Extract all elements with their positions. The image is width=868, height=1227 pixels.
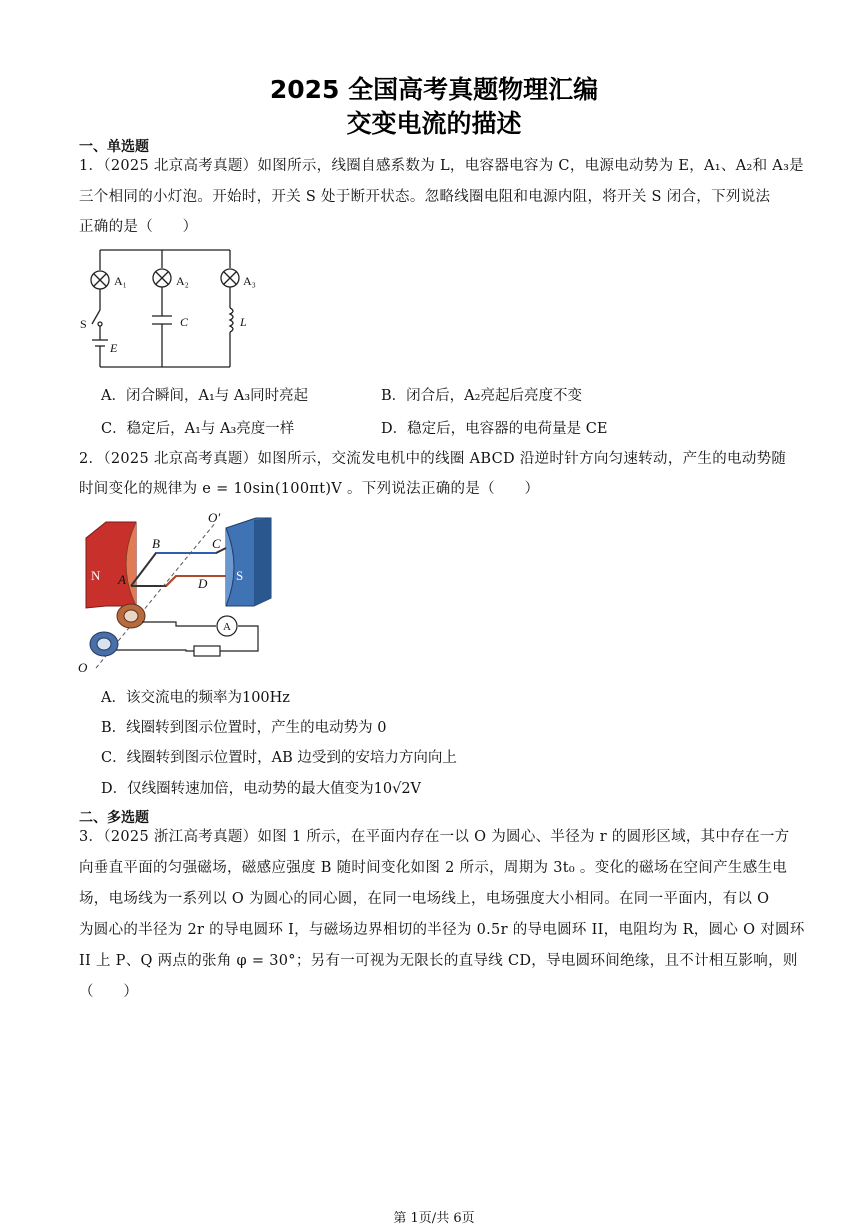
label-axis-o: O <box>78 660 88 675</box>
question-3-line-3: 场，电场线为一系列以 O 为圆心的同心圆，在同一电场线上，电场强度大小相同。在同一平面内，有以 O <box>79 891 770 907</box>
question-3-line-5: II 上 P、Q 两点的张角 φ = 30°；另有一可视为无限长的直导线 CD，导电圆环间绝缘，且不计相互影响，则 <box>79 953 798 969</box>
label-inductor-l: L <box>240 315 247 329</box>
question-2-line-1: 2．（2025 北京高考真题）如图所示，交流发电机中的线圈 ABCD 沿逆时针方向匀速转动，产生的电动势随 <box>79 451 787 467</box>
question-1-line-1: 1．（2025 北京高考真题）如图所示，线圈自感系数为 L，电容器电容为 C，电源电动势为 E，A₁、A₂和 A₃是 <box>79 158 804 174</box>
label-a1: A₁ <box>114 274 127 288</box>
question-2-line-2: 时间变化的规律为 e = 10sin(100πt)V 。下列说法正确的是（ ） <box>79 481 540 497</box>
q2-option-c: C．线圈转到图示位置时，AB 边受到的安培力方向向上 <box>101 750 457 766</box>
section-heading-single-choice: 一、单选题 <box>79 139 149 155</box>
q1-option-a: A．闭合瞬间，A₁与 A₃同时亮起 <box>101 388 309 404</box>
label-source-e: E <box>110 341 118 355</box>
label-coil-b: B <box>152 536 160 551</box>
label-axis-o-prime: O′ <box>208 510 221 525</box>
label-a2: A₂ <box>176 274 189 288</box>
q1-option-d: D．稳定后，电容器的电荷量是 CE <box>381 421 608 437</box>
label-switch-s: S <box>80 317 87 331</box>
q1-option-b: B．闭合后，A₂亮起后亮度不变 <box>381 388 582 404</box>
question-3-line-6: （ ） <box>79 984 139 1000</box>
label-coil-c: C <box>212 536 221 551</box>
page-subtitle: 交变电流的描述 <box>346 109 522 138</box>
q2-option-b: B．线圈转到图示位置时，产生的电动势为 0 <box>101 720 387 736</box>
page-title: 2025 全国高考真题物理汇编 <box>269 75 599 104</box>
section-heading-multiple-choice: 二、多选题 <box>79 810 149 826</box>
label-capacitor-c: C <box>180 315 189 329</box>
question-1-line-3: 正确的是（ ） <box>79 219 198 235</box>
page-footer: 第 1页/共 6页 <box>393 1211 475 1226</box>
q1-option-c: C．稳定后，A₁与 A₃亮度一样 <box>101 421 295 437</box>
label-coil-a: A <box>118 572 126 587</box>
label-ammeter: A <box>223 621 231 633</box>
ac-generator-diagram <box>76 508 276 676</box>
q2-option-d: D．仅线圈转速加倍，电动势的最大值变为10√2V <box>101 781 422 797</box>
q2-option-a: A．该交流电的频率为100Hz <box>101 690 290 706</box>
question-3-line-2: 向垂直平面的匀强磁场，磁感应强度 B 随时间变化如图 2 所示，周期为 3t₀ 。变化的磁场在空间产生感生电 <box>79 860 788 876</box>
question-1-line-2: 三个相同的小灯泡。开始时，开关 S 处于断开状态。忽略线圈电阻和电源内阻，将开关 S 闭合，下列说法 <box>79 189 771 205</box>
label-magnet-s: S <box>236 568 244 583</box>
label-a3: A₃ <box>243 274 256 288</box>
circuit-diagram <box>80 242 260 377</box>
label-coil-d: D <box>198 576 208 591</box>
label-magnet-n: N <box>91 568 101 583</box>
question-3-line-1: 3．（2025 浙江高考真题）如图 1 所示，在平面内存在一以 O 为圆心、半径为 r 的圆形区域，其中存在一方 <box>79 829 790 845</box>
question-3-line-4: 为圆心的半径为 2r 的导电圆环 I，与磁场边界相切的半径为 0.5r 的导电圆环 II，电阻均为 R，圆心 O 对圆环 <box>79 922 805 938</box>
